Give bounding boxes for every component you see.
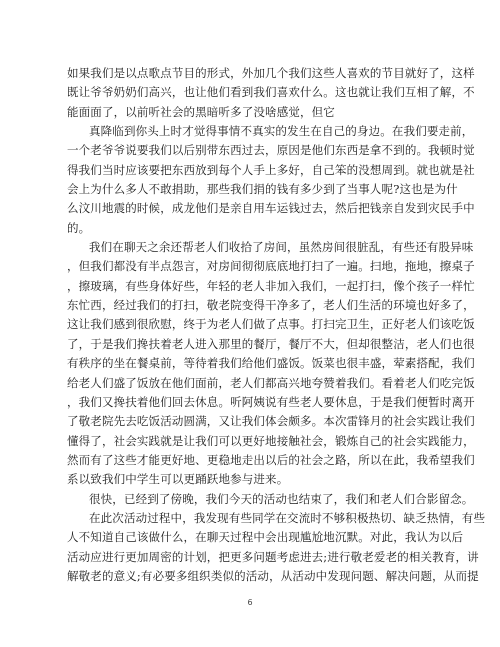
text-line: 解敬老的意义;有必要多组织类似的活动，从活动中发现问题、解决问题，从而提 xyxy=(67,568,479,583)
text-line: 得我们当时应该要把东西放到每个人手上多好，自己笨的没想周到。就也就是社 xyxy=(67,162,475,177)
text-line: 很快，已经到了傍晚，我们今天的活动也结束了，我们和老人们合影留念。 xyxy=(89,491,474,506)
text-line: 如果我们是以点歌点节目的形式，外加几个我们这些人喜欢的节目就好了，这样 xyxy=(67,66,475,80)
text-line: 会上为什么多人不敢捐助，那些我们捐的钱有多少到了当事人呢?这也是为什 xyxy=(67,182,458,197)
paragraph xyxy=(67,64,475,122)
paragraph xyxy=(67,238,475,489)
text-line: 了，于是我们搀扶着老人进入那里的餐厅，餐厅不大，但却很整洁，老人们也很 xyxy=(67,336,475,351)
text-line: 这让我们感到很欣慰，终于为老人们做了点事。打扫完卫生，正好老人们该吃饭 xyxy=(67,317,475,332)
text-line: 东忙西，经过我们的打扫，敬老院变得干净多了，老人们生活的环境也好多了， xyxy=(67,298,475,313)
text-line: 了敬老院先去吃饭活动圆满，又让我们体会颇多。本次雷锋月的社会实践让我们 xyxy=(67,414,475,429)
text-line: 我们在聊天之余还帮老人们收拾了房间，虽然房间很脏乱，有些还有股异味 xyxy=(89,240,474,255)
document-body xyxy=(67,64,486,586)
text-line: 活动应进行更加周密的计划，把更多问题考虑进去;进行敬老爱老的相关教育，讲 xyxy=(67,549,479,564)
page-number: 6 xyxy=(247,598,253,607)
text-line: 给老人们盛了饭放在他们面前，老人们都高兴地夸赞着我们。看着老人们吃完饭 xyxy=(67,375,475,390)
text-line: ，但我们都没有半点怨言，对房间彻彻底底地打扫了一遍。扫地，拖地，擦桌子 xyxy=(67,259,475,274)
text-line: 一个老爷爷说要我们以后别带东西过去，原因是他们东西是拿不到的。我顿时觉 xyxy=(67,143,475,158)
text-line: 系以致我们中学生可以更踊跃地参与进来。 xyxy=(67,472,289,487)
text-line: 懂得了，社会实践就是让我们可以更好地接触社会，锻炼自己的社会实践能力， xyxy=(67,433,475,448)
text-line: 么汶川地震的时候，成龙他们是亲自用车运钱过去，然后把钱亲自发到灾民手中 xyxy=(67,201,475,216)
paragraph xyxy=(67,490,474,509)
text-line: 的。 xyxy=(67,220,91,235)
text-line: 既让爷爷奶奶们高兴，也让他们看到我们喜欢什么。这也就让我们互相了解，不 xyxy=(67,85,475,100)
text-line: ，我们又搀扶着他们回去休息。听阿姨说有些老人要休息，于是我们便暂时离开 xyxy=(67,394,475,409)
text-line: 人不知道自己该做什么，在聊天过程中会出现尴尬地沉默。对此，我认为以后 xyxy=(67,530,464,545)
text-line: 然而有了这些才能更好地、更稳地走出以后的社会之路，所以在此，我希望我们 xyxy=(67,452,475,467)
text-line: 在此次活动过程中，我发现有些同学在交流时不够积极热切、缺乏热情，有些 xyxy=(89,510,486,525)
text-line: ，擦玻璃，有些身体好些，年轻的老人非加入我们，一起打扫，像个孩子一样忙 xyxy=(67,278,475,293)
paragraph xyxy=(67,122,475,238)
text-line: 有秩序的坐在餐桌前，等待着我们给他们盛饭。饭菜也很丰盛，荤素搭配，我们 xyxy=(67,356,475,371)
paragraph xyxy=(67,509,486,586)
text-line: 能面面了，以前听社会的黑暗听多了没啥感觉，但它 xyxy=(67,104,335,119)
text-line: 真降临到你头上时才觉得事情不真实的发生在自己的身边。在我们要走前， xyxy=(89,124,474,139)
